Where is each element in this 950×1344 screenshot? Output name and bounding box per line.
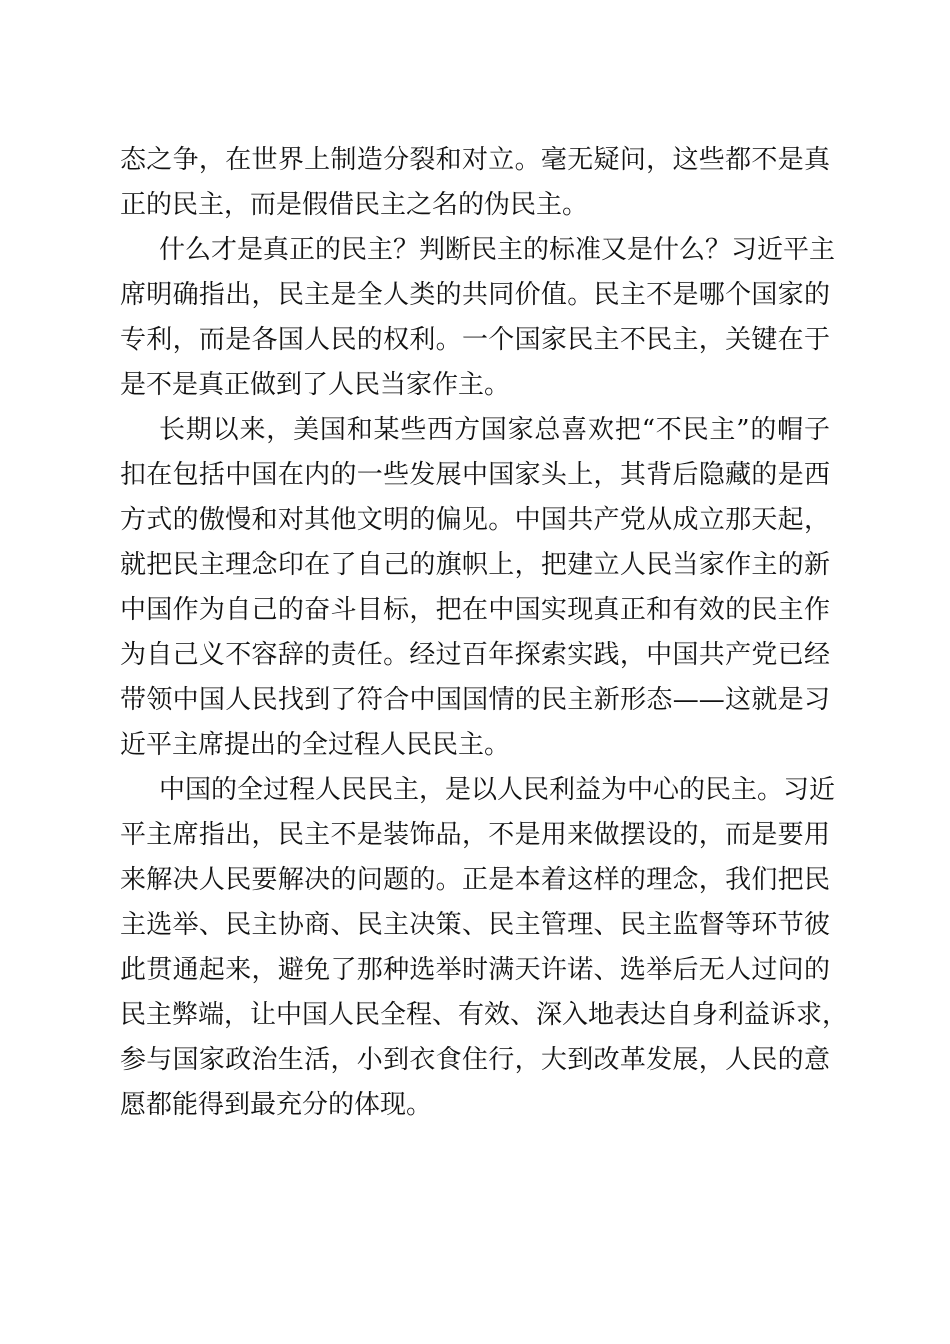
paragraph-2-line-1: 什么才是真正的民主？判断民主的标准又是什么？习近平主 <box>159 235 836 265</box>
paragraph-2-line-3: 专利，而是各国人民的权利。一个国家民主不民主，关键在于 <box>120 325 830 355</box>
paragraph-2-line-2: 席明确指出，民主是全人类的共同价值。民主不是哪个国家的 <box>120 280 830 310</box>
paragraph-3-line-8: 近平主席提出的全过程人民民主。 <box>120 730 511 760</box>
paragraph-3-line-2: 扣在包括中国在内的一些发展中国家头上，其背后隐藏的是西 <box>120 460 830 490</box>
paragraph-3-line-4: 就把民主理念印在了自己的旗帜上，把建立人民当家作主的新 <box>120 550 830 580</box>
paragraph-3-line-5: 中国作为自己的奋斗目标，把在中国实现真正和有效的民主作 <box>120 595 830 625</box>
paragraph-4-line-5: 此贯通起来，避免了那种选举时满天许诺、选举后无人过问的 <box>120 955 830 985</box>
paragraph-4-line-7: 参与国家政治生活，小到衣食住行，大到改革发展，人民的意 <box>120 1045 830 1075</box>
paragraph-4-line-4: 主选举、民主协商、民主决策、民主管理、民主监督等环节彼 <box>120 910 830 940</box>
paragraph-4-line-2: 平主席指出，民主不是装饰品，不是用来做摆设的，而是要用 <box>120 820 830 850</box>
paragraph-4-line-6: 民主弊端，让中国人民全程、有效、深入地表达自身利益诉求， <box>120 1000 849 1030</box>
paragraph-2-line-4: 是不是真正做到了人民当家作主。 <box>120 370 511 400</box>
paragraph-4-line-3: 来解决人民要解决的问题的。正是本着这样的理念，我们把民 <box>120 865 830 895</box>
paragraph-3-line-3: 方式的傲慢和对其他文明的偏见。中国共产党从成立那天起， <box>120 505 830 535</box>
paragraph-4-line-8: 愿都能得到最充分的体现。 <box>120 1090 433 1120</box>
paragraph-3-line-6: 为自己义不容辞的责任。经过百年探索实践，中国共产党已经 <box>120 640 830 670</box>
paragraph-1-line-1: 态之争，在世界上制造分裂和对立。毫无疑问，这些都不是真 <box>120 145 830 175</box>
paragraph-4-line-1: 中国的全过程人民民主，是以人民利益为中心的民主。习近 <box>159 775 836 805</box>
paragraph-3-line-1: 长期以来，美国和某些西方国家总喜欢把“不民主”的帽子 <box>159 415 830 445</box>
paragraph-1-line-2: 正的民主，而是假借民主之名的伪民主。 <box>120 190 589 220</box>
paragraph-3-line-7: 带领中国人民找到了符合中国国情的民主新形态——这就是习 <box>120 685 830 715</box>
